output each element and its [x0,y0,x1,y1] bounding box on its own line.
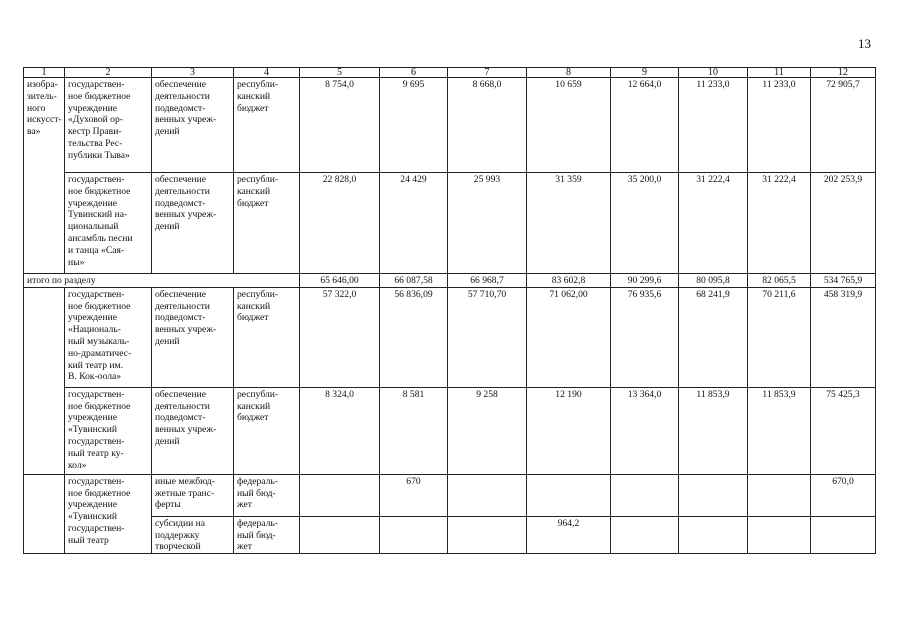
value-cell [300,516,380,553]
total-value-cell: 66 968,7 [448,274,527,288]
budget-cell: республи- канский бюджет [234,387,300,474]
value-cell: 9 695 [380,78,448,173]
section-name-cell: изобра- зитель- ного искусст- ва» [24,78,65,274]
value-cell: 76 935,6 [611,287,679,387]
empty-cell [24,287,65,474]
purpose-cell: обеспечение деятельности подведомст- венных учреж- дений [152,173,234,274]
value-cell: 71 062,00 [527,287,611,387]
value-cell: 31 222,4 [748,173,811,274]
empty-cell [24,474,65,553]
page-number: 13 [858,36,871,51]
value-cell: 11 233,0 [748,78,811,173]
value-cell: 10 659 [527,78,611,173]
value-cell: 31 222,4 [679,173,748,274]
value-cell: 57 710,70 [448,287,527,387]
table-row [24,68,876,78]
value-cell: 11 853,9 [679,387,748,474]
value-cell: 9 258 [448,387,527,474]
value-cell [811,516,876,553]
column-header: 7 [448,68,527,78]
column-header: 9 [611,68,679,78]
value-cell [380,516,448,553]
value-cell [448,474,527,516]
value-cell: 11 853,9 [748,387,811,474]
column-header: 3 [152,68,234,78]
value-cell [611,474,679,516]
org-cell: государствен- ное бюджетное учреждение Тувинский на- циональный ансамбль песни и танца «Сая- ны» [65,173,152,274]
value-cell [748,516,811,553]
table-row [24,173,876,274]
value-cell [679,474,748,516]
column-header: 8 [527,68,611,78]
value-cell [679,516,748,553]
purpose-cell: субсидии на поддержку творческой [152,516,234,553]
total-value-cell: 534 765,9 [811,274,876,288]
value-cell: 202 253,9 [811,173,876,274]
total-value-cell: 82 065,5 [748,274,811,288]
column-header: 2 [65,68,152,78]
value-cell: 458 319,9 [811,287,876,387]
table-row [24,474,876,516]
table-row [24,287,876,387]
value-cell: 68 241,9 [679,287,748,387]
purpose-cell: обеспечение деятельности подведомст- венных учреж- дений [152,78,234,173]
value-cell: 964,2 [527,516,611,553]
total-label-cell: итого по разделу [24,274,300,288]
value-cell: 8 668,0 [448,78,527,173]
budget-cell: федераль- ный бюд- жет [234,516,300,553]
value-cell: 11 233,0 [679,78,748,173]
purpose-cell: обеспечение деятельности подведомст- венных учреж- дений [152,287,234,387]
value-cell [527,474,611,516]
total-value-cell: 65 646,00 [300,274,380,288]
table-row [24,387,876,474]
value-cell: 35 200,0 [611,173,679,274]
value-cell: 670,0 [811,474,876,516]
org-cell: государствен- ное бюджетное учреждение «Тувинский государствен- ный театр [65,474,152,553]
column-header: 6 [380,68,448,78]
table-row [24,78,876,173]
table-row [24,516,876,553]
value-cell: 8 324,0 [300,387,380,474]
column-header: 12 [811,68,876,78]
purpose-cell: обеспечение деятельности подведомст- венных учреж- дений [152,387,234,474]
purpose-cell: иные межбюд- жетные транс- ферты [152,474,234,516]
column-header: 5 [300,68,380,78]
value-cell: 8 754,0 [300,78,380,173]
budget-cell: республи- канский бюджет [234,173,300,274]
value-cell: 31 359 [527,173,611,274]
value-cell [448,516,527,553]
org-cell: государствен- ное бюджетное учреждение «Тувинский государствен- ный театр ку- кол» [65,387,152,474]
total-value-cell: 80 095,8 [679,274,748,288]
value-cell [611,516,679,553]
table-row [24,274,876,288]
column-header: 10 [679,68,748,78]
value-cell: 670 [380,474,448,516]
value-cell: 57 322,0 [300,287,380,387]
value-cell: 75 425,3 [811,387,876,474]
value-cell [300,474,380,516]
value-cell: 24 429 [380,173,448,274]
budget-cell: республи- канский бюджет [234,287,300,387]
budget-cell: республи- канский бюджет [234,78,300,173]
column-header: 1 [24,68,65,78]
column-header: 11 [748,68,811,78]
value-cell: 22 828,0 [300,173,380,274]
value-cell: 72 905,7 [811,78,876,173]
value-cell: 70 211,6 [748,287,811,387]
total-value-cell: 90 299,6 [611,274,679,288]
column-header: 4 [234,68,300,78]
value-cell: 25 993 [448,173,527,274]
total-value-cell: 66 087,58 [380,274,448,288]
value-cell: 13 364,0 [611,387,679,474]
org-cell: государствен- ное бюджетное учреждение «Духовой ор- кестр Прави- тельства Рес- публики Тыва» [65,78,152,173]
value-cell: 8 581 [380,387,448,474]
budget-cell: федераль- ный бюд- жет [234,474,300,516]
value-cell [748,474,811,516]
value-cell: 56 836,09 [380,287,448,387]
value-cell: 12 190 [527,387,611,474]
total-value-cell: 83 602,8 [527,274,611,288]
org-cell: государствен- ное бюджетное учреждение «Националь- ный музыкаль- но-драматичес- кий театр им. В. Кок-оола» [65,287,152,387]
budget-table [23,67,876,554]
value-cell: 12 664,0 [611,78,679,173]
